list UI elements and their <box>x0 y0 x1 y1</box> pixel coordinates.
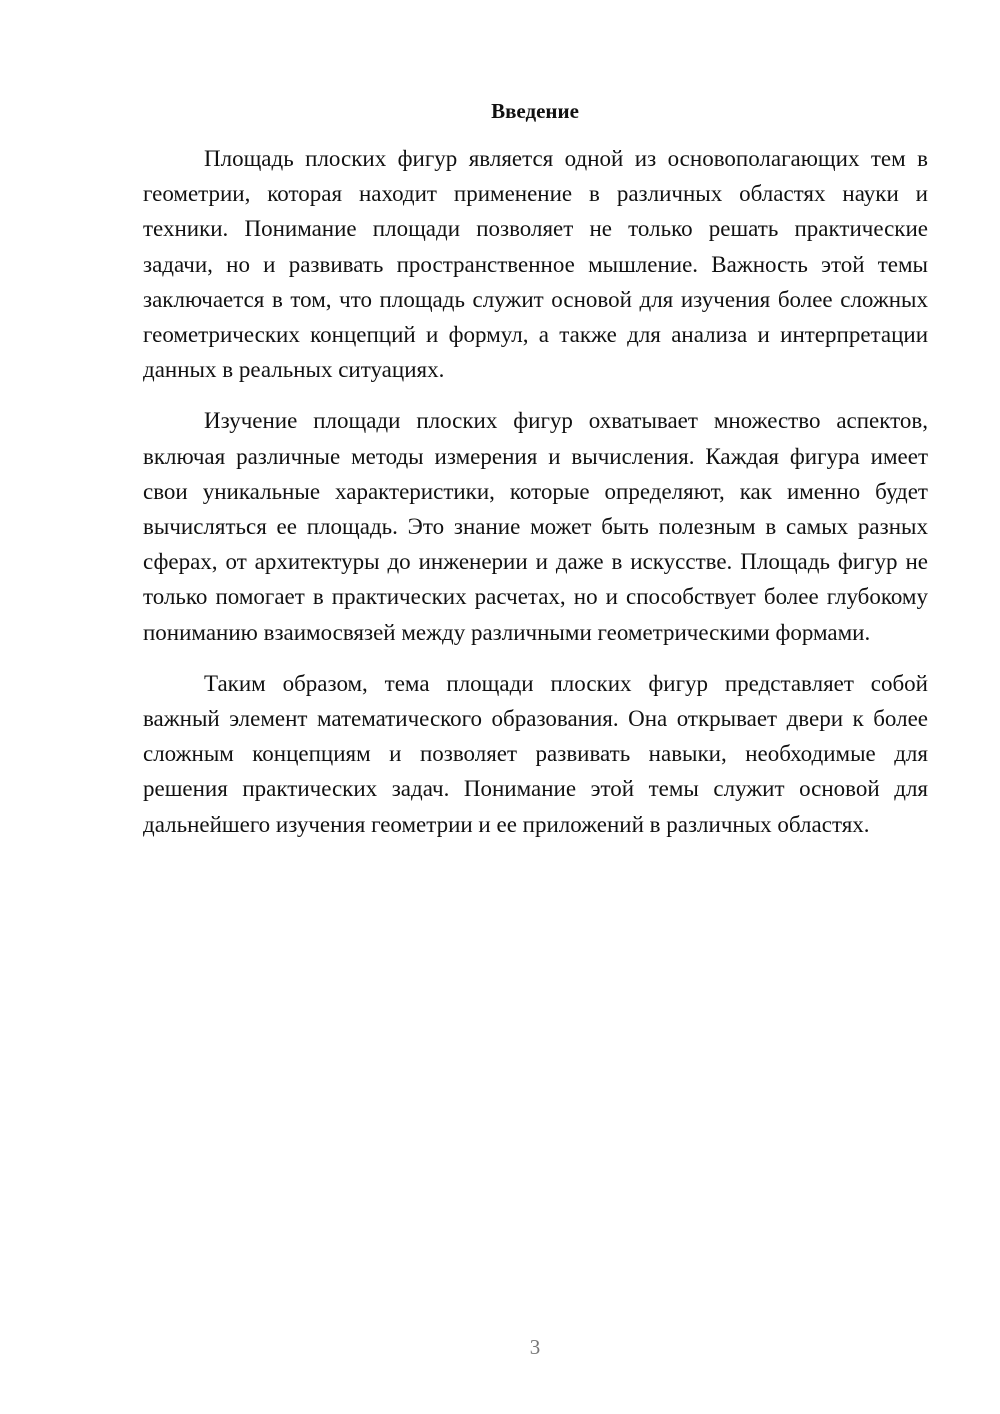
page-number: 3 <box>529 1335 541 1359</box>
paragraph-1: Площадь плоских фигур является одной из основополагающих тем в геометрии, которая находит применение в различных областях науки и техники. Понимание площади позволяет не только решать практические задачи, но и развивать пространственное мышление. Важность этой темы заключается в том, что площадь служит основой для изучения более сложных геометрических концепций и формул, а также для анализа и интерпретации данных в реальных ситуациях. <box>143 146 928 383</box>
page-title: Введение <box>491 99 579 123</box>
document-body <box>143 141 928 842</box>
paragraph-3: Таким образом, тема площади плоских фигур представляет собой важный элемент математического образования. Она открывает двери к более сложным концепциям и позволяет развивать навыки, необходимые для решения практических задач. Понимание этой темы служит основой для дальнейшего изучения геометрии и ее приложений в различных областях. <box>143 670 928 837</box>
paragraph-2: Изучение площади плоских фигур охватывает множество аспектов, включая различные методы измерения и вычисления. Каждая фигура имеет свои уникальные характеристики, которые определяют, как именно будет вычисляться ее площадь. Это знание может быть полезным в самых разных сферах, от архитектуры до инженерии и даже в искусстве. Площадь фигур не только помогает в практических расчетах, но и способствует более глубокому пониманию взаимосвязей между различными геометрическими формами. <box>143 408 928 645</box>
